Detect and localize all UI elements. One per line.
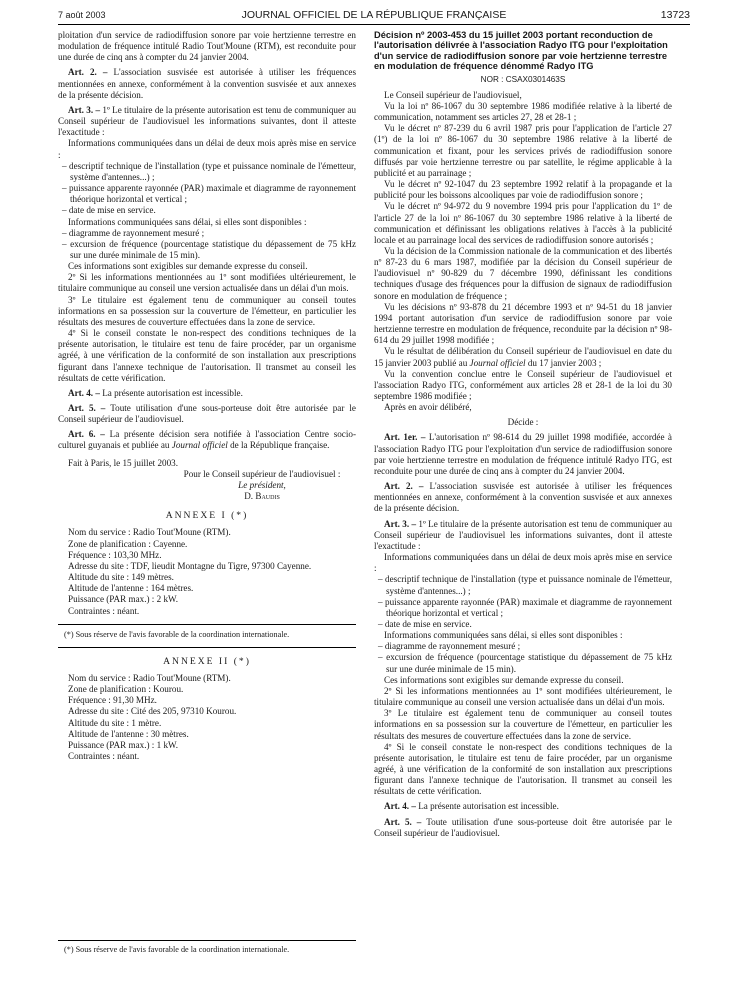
list-item: – excursion de fréquence (pourcentage statistique du dépassement de 75 kHz sur une durée minimale de 15 min). — [378, 652, 672, 674]
header-date: 7 août 2003 — [58, 10, 106, 20]
article-label: Art. 6. – — [68, 429, 105, 440]
article-text: 1º Le titulaire de la présente autorisation est tenu de communiquer au Conseil supérieur de l'audiovisuel les informations suivantes, dont il atteste l'exactitude : — [58, 104, 357, 138]
page-header — [58, 8, 690, 25]
visa: Vu le décret nº 87-239 du 6 avril 1987 pris pour l'application de l'article 27 (1º) de la loi nº 86-1067 du 30 septembre 1986 relative à la liberté de communication et fixant, pour les services privés de radiodiffusion sonore diffusés par voie hertzienne terrestre ou par satellite, le régime applicable à la publicité et au parrainage ; — [374, 123, 672, 178]
paragraph: Après en avoir délibéré, — [384, 402, 472, 413]
journal-title: JOURNAL OFFICIEL DE LA RÉPUBLIQUE FRANÇAISE — [241, 9, 507, 21]
list-item: – descriptif technique de l'installation (type et puissance nominale de l'émetteur, système d'antennes...) ; — [62, 160, 356, 182]
list-item: – date de mise en service. — [62, 205, 156, 216]
article-label: Art. 2. – — [68, 67, 108, 78]
annexe-line: Zone de planification : Kourou. — [68, 684, 184, 695]
nor-reference: NOR : CSAX0301463S — [480, 74, 566, 84]
list-item: – diagramme de rayonnement mesuré ; — [378, 641, 521, 652]
signatory-name: D. Baudis — [244, 491, 280, 502]
visa: Vu le décret nº 92-1047 du 23 septembre 1992 relatif à la propagande et la publicité pour les boissons alcooliques par voie de radiodiffusion sonore ; — [374, 179, 672, 201]
annexe-2-list — [58, 673, 356, 762]
annexe-line: Puissance (PAR max.) : 2 kW. — [68, 594, 179, 605]
list-item: – puissance apparente rayonnée (PAR) maximale et diagramme de rayonnement théorique horizontal et vertical ; — [378, 596, 672, 618]
paragraph: 3º Le titulaire est également tenu de communiquer au conseil toutes informations en sa possession sur la couverture de l'émetteur, en particulier les résultats des mesures de couverture effectuées dans la zone de service. — [58, 294, 356, 327]
annexe-line: Puissance (PAR max.) : 1 kW. — [68, 739, 179, 750]
annexe-1-heading: ANNEXE I (*) — [165, 510, 249, 522]
left-column — [58, 30, 356, 762]
footnote: (*) Sous réserve de l'avis favorable de la coordination internationale. — [64, 945, 290, 954]
paragraph: 2º Si les informations mentionnées au 1º sont modifiées ultérieurement, le titulaire communique au conseil une version actualisée dans un délai d'un mois. — [374, 685, 672, 708]
annexe-line: Nom du service : Radio Tout'Moune (RTM). — [68, 527, 231, 538]
annexe-line: Altitude du site : 1 mètre. — [68, 717, 162, 728]
article-4 — [58, 388, 356, 399]
article-5 — [374, 817, 672, 839]
visa: Vu la loi nº 86-1067 du 30 septembre 1986 modifiée relative à la liberté de communication, notamment ses articles 27, 28 et 28-1 ; — [374, 100, 672, 123]
article-text: 1º Le titulaire de la présente autorisation est tenu de communiquer au Conseil supérieur de l'audiovisuel les informations suivantes, dont il atteste l'exactitude : — [374, 518, 673, 551]
president-label: Le président, — [238, 479, 286, 490]
paragraph: 4º Si le conseil constate le non-respect des conditions techniques de la présente autorisation, le titulaire est tenu de faire procéder, par un organisme agréé, à une vérification de la conformité de son installation aux prescriptions figurant dans l'annexe technique de l'autorisation. Il transmet au conseil les résultats de cette vérification. — [58, 328, 356, 383]
paragraph: 3º Le titulaire est également tenu de communiquer au conseil toutes informations en sa possession sur la couverture de l'émetteur, en particulier les résultats des mesures de couverture effectuées dans la zone de service. — [374, 708, 672, 741]
article-1 — [374, 432, 672, 477]
article-label: Art. 3. – — [68, 104, 101, 115]
annexe-line: Adresse du site : TDF, lieudit Montagne du Tigre, 97300 Cayenne. — [68, 560, 312, 571]
left-footnote — [58, 940, 356, 954]
annexe-line: Adresse du site : Cité des 205, 97310 Kourou. — [68, 706, 237, 717]
annexe-line: Fréquence : 103,30 MHz. — [68, 549, 162, 560]
article-text: L'autorisation nº 98-614 du 29 juillet 1998 modifiée, accordée à l'association Radyo ITG pour l'exploitation d'un service de radiodiffusion sonore par voie hertzienne terrestre en modulation de fréquence intitulé Radyo ITG, est reconduite pour une durée de cinq ans à compter du 24 janvier 2004. — [374, 432, 672, 476]
article-text: Toute utilisation d'une sous-porteuse doit être autorisée par le Conseil supérieur de l'audiovisuel. — [58, 403, 356, 425]
annexe-line: Altitude du site : 149 mètres. — [68, 572, 174, 583]
article-text: La présente autorisation est incessible. — [99, 387, 243, 398]
page-number: 13723 — [660, 9, 690, 21]
paragraph: Informations communiquées dans un délai de deux mois après mise en service : — [58, 138, 356, 160]
journal-officiel-ref: Journal officiel — [171, 440, 228, 451]
journal-officiel-ref: Journal officiel — [469, 357, 526, 368]
article-3 — [374, 519, 672, 552]
paragraph: Informations communiquées dans un délai de deux mois après mise en service : — [374, 552, 672, 574]
article-text: L'association susvisée est autorisée à utiliser les fréquences mentionnées en annexe, conformément à la convention susvisée et aux annexes de la présente décision. — [374, 481, 672, 514]
article-label: Art. 2. – — [384, 481, 424, 492]
article-5 — [58, 403, 356, 425]
article-text: L'association susvisée est autorisée à utiliser les fréquences mentionnées en annexe, conformément à la convention susvisée et aux annexes de la présente décision. — [58, 67, 356, 100]
annexe-line: Nom du service : Radio Tout'Moune (RTM). — [68, 672, 231, 683]
article-text: de la République française. — [227, 440, 330, 451]
annexe-line: Contraintes : néant. — [68, 751, 140, 762]
list-item: – puissance apparente rayonnée (PAR) maximale et diagramme de rayonnement théorique horizontal et vertical ; — [62, 183, 356, 205]
article-2 — [374, 481, 672, 514]
article-label: Art. 3. – — [384, 518, 417, 529]
decide-heading: Décide : — [507, 417, 539, 428]
footnote: (*) Sous réserve de l'avis favorable de la coordination internationale. — [64, 629, 290, 639]
article-3 — [58, 105, 356, 138]
paragraph: Informations communiquées sans délai, si elles sont disponibles : — [384, 630, 623, 641]
paragraph: 2º Si les informations mentionnées au 1º sont modifiées ultérieurement, le titulaire communique au conseil une version actualisée dans un délai d'un mois. — [58, 272, 356, 294]
article-label: Art. 1er. – — [384, 432, 426, 443]
decision-title: Décision nº 2003-453 du 15 juillet 2003 portant reconduction de l'autorisation délivrée à l'association Radyo ITG pour l'exploitation d'un service de radiodiffusion sonore par voie hertzienne terrestre en modulation de fréquence dénommé Radyo ITG — [374, 30, 668, 72]
visa — [374, 346, 672, 368]
list-item: – descriptif technique de l'installation (type et puissance nominale de l'émetteur, système d'antennes...) ; — [378, 574, 672, 596]
signature-authority: Pour le Conseil supérieur de l'audiovisuel : — [183, 468, 341, 479]
right-column — [374, 30, 672, 839]
list-item: – diagramme de rayonnement mesuré ; — [62, 227, 205, 238]
article-6 — [58, 429, 356, 451]
article-text: La présente décision sera notifiée à l'association Centre socio-culturel guyanais et publiée au — [58, 429, 356, 451]
visa-text: Vu le résultat de délibération du Conseil supérieur de l'audiovisuel en date du 15 janvier 2003 publié au — [374, 346, 672, 368]
article-text: Toute utilisation d'une sous-porteuse doit être autorisée par le Conseil supérieur de l'audiovisuel. — [374, 816, 672, 838]
footnote-divider — [58, 624, 356, 625]
paragraph: 4º Si le conseil constate le non-respect des conditions techniques de la présente autorisation, le titulaire est tenu de faire procéder, par un organisme agréé, à une vérification de la conformité de son installation aux prescriptions figurant dans l'annexe technique de l'autorisation. Il transmet au conseil les résultats de cette vérification. — [374, 741, 672, 797]
annexe-line: Fréquence : 91,30 MHz. — [68, 695, 157, 706]
visa: Vu les décisions nº 93-878 du 21 décembre 1993 et nº 94-51 du 18 janvier 1994 portant autorisation d'un service de radiodiffusion sonore par voie hertzienne terrestre en modulation de fréquence, reconduite par la décision nº 98-614 du 29 juillet 1998 modifiée ; — [374, 301, 672, 346]
footnote-divider — [58, 940, 356, 941]
paragraph: Le Conseil supérieur de l'audiovisuel, — [384, 89, 522, 100]
annexe-line: Contraintes : néant. — [68, 605, 140, 616]
visa: Vu le décret nº 94-972 du 9 novembre 1994 pris pour l'application du 1º de l'article 27 de la loi nº 86-1067 du 30 septembre 1986 relative à la liberté de communication et définissant les obligations relatives à l'accès à la publicité locale et au parrainage local des services de radiodiffusion sonore autorisés ; — [374, 201, 672, 245]
annexe-line: Altitude de l'antenne : 30 mètres. — [68, 728, 189, 739]
visa-text: du 17 janvier 2003 ; — [525, 357, 602, 368]
signature-place-date: Fait à Paris, le 15 juillet 2003. — [68, 457, 178, 468]
article-label: Art. 4. – — [384, 801, 416, 812]
visa: Vu la convention conclue entre le Conseil supérieur de l'audiovisuel et l'association Radyo ITG, conformément aux articles 28 et 28-1 de la loi du 30 septembre 1986 modifiée ; — [374, 368, 672, 401]
paragraph: Informations communiquées sans délai, si elles sont disponibles : — [68, 216, 307, 227]
paragraph: ploitation d'un service de radiodiffusion sonore par voie hertzienne terrestre en modulation de fréquence intitulé Radio Tout'Moune (RTM), est reconduite pour une durée de cinq ans à compter du 24 janvier 2004. — [58, 30, 356, 63]
paragraph: Ces informations sont exigibles sur demande expresse du conseil. — [384, 674, 624, 685]
annexe-line: Zone de planification : Cayenne. — [68, 538, 188, 549]
list-item: – excursion de fréquence (pourcentage statistique du dépassement de 75 kHz sur une durée minimale de 15 min). — [62, 238, 356, 260]
annexe-2-heading: ANNEXE II (*) — [163, 655, 251, 667]
section-divider — [58, 647, 356, 648]
annexe-line: Altitude de l'antenne : 164 mètres. — [68, 583, 194, 594]
article-text: La présente autorisation est incessible. — [415, 801, 559, 812]
article-label: Art. 5. – — [68, 403, 106, 413]
list-item: – date de mise en service. — [378, 618, 472, 629]
annexe-1-list — [58, 527, 356, 616]
article-label: Art. 5. – — [384, 816, 422, 827]
article-4 — [374, 801, 672, 812]
signature-title — [58, 480, 356, 491]
article-label: Art. 4. – — [68, 387, 100, 398]
paragraph: Ces informations sont exigibles sur demande expresse du conseil. — [68, 261, 308, 272]
visa: Vu la décision de la Commission nationale de la communication et des libertés nº 87-23 du 6 mars 1987, modifiée par la décision du Conseil supérieur de l'audiovisuel nº 90-829 du 7 décembre 1990, définissant les conditions techniques d'usage des fréquences pour la diffusion de signaux de radiodiffusion sonore en modulation de fréquence ; — [374, 245, 672, 301]
article-2 — [58, 67, 356, 100]
